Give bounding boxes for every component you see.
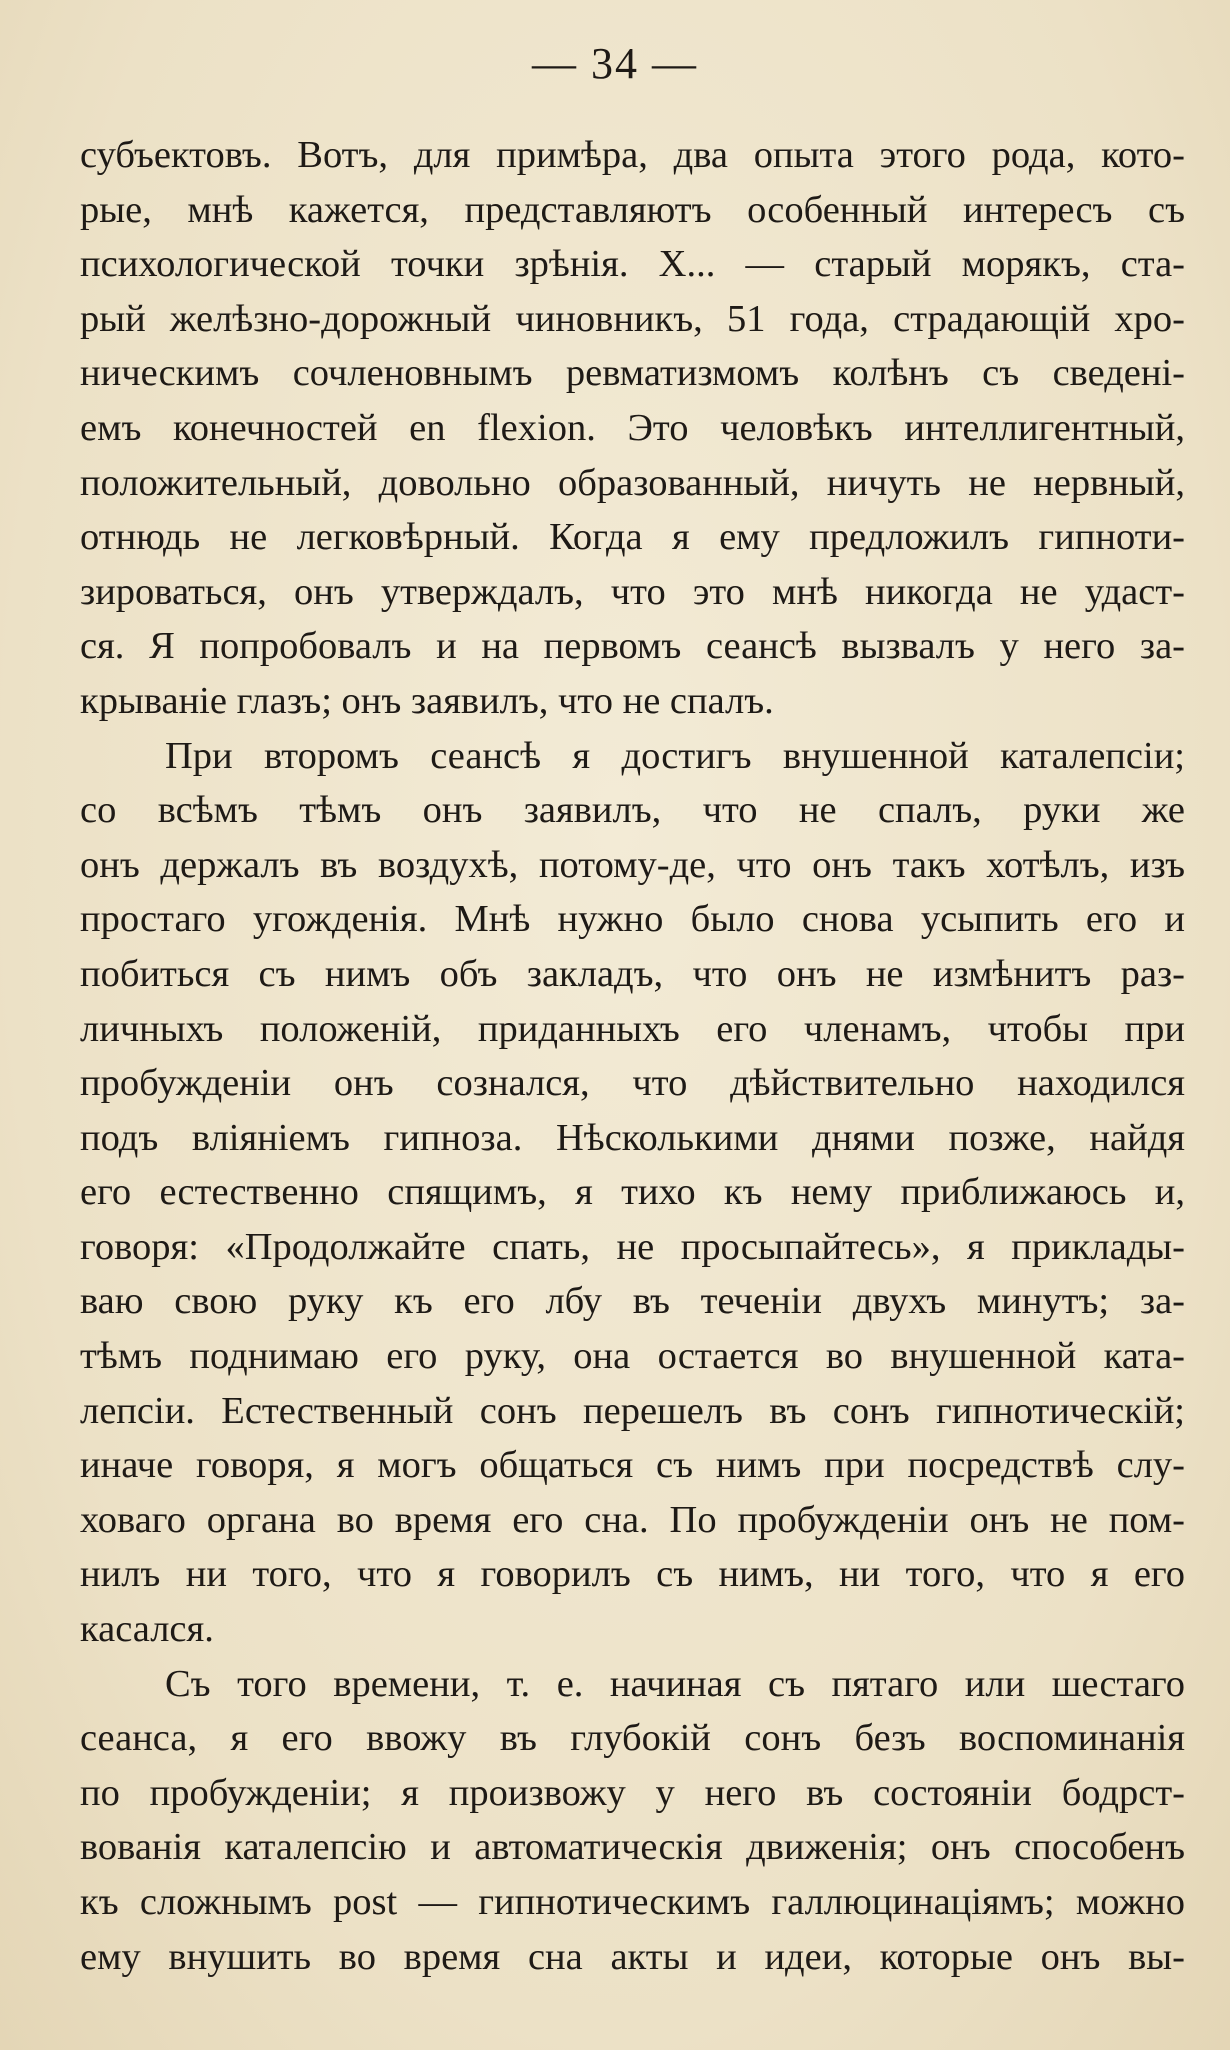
text-line: рый желѣзно-дорожный чиновникъ, 51 года, страдающій хро-	[80, 297, 1185, 340]
text-line: субъектовъ. Вотъ, для примѣра, два опыта этого рода, кото-	[80, 134, 1185, 176]
text-line: касался.	[80, 1608, 214, 1651]
text-line: лепсіи. Естественный сонъ перешелъ въ сонъ гипнотическій;	[80, 1389, 1185, 1432]
body-text	[80, 128, 1185, 1984]
text-line: При второмъ сеансѣ я достигъ внушенной каталепсіи;	[165, 734, 1185, 777]
text-line: къ сложнымъ post — гипнотическимъ галлюцинаціямъ; можно	[80, 1881, 1185, 1923]
text-line: отнюдь не легковѣрный. Когда я ему предложилъ гипноти-	[80, 516, 1185, 559]
text-line: емъ конечностей en flexion. Это человѣкъ интеллигентный,	[80, 406, 1185, 449]
text-line: ваю свою руку къ его лбу въ теченіи двухъ минутъ; за-	[80, 1280, 1185, 1323]
text-line: его естественно спящимъ, я тихо къ нему приближаюсь и,	[80, 1171, 1185, 1214]
text-line: подъ вліяніемъ гипноза. Нѣсколькими днями позже, найдя	[80, 1116, 1185, 1159]
text-line: положительный, довольно образованный, ничуть не нервный,	[80, 461, 1185, 504]
text-line: психологической точки зрѣнія. X... — старый морякъ, ста-	[80, 243, 1185, 286]
text-line: ему внушить во время сна акты и идеи, которые онъ вы-	[80, 1935, 1185, 1978]
text-line: ховаго органа во время его сна. По пробужденіи онъ не пом-	[80, 1498, 1185, 1541]
text-line: ся. Я попробовалъ и на первомъ сеансѣ вызвалъ у него за-	[80, 625, 1185, 668]
text-line: крываніе глазъ; онъ заявилъ, что не спалъ.	[80, 679, 774, 722]
text-line: Съ того времени, т. е. начиная съ пятаго или шестаго	[165, 1662, 1185, 1705]
text-line: пробужденіи онъ сознался, что дѣйствительно находился	[80, 1062, 1185, 1105]
text-line: сеанса, я его ввожу въ глубокій сонъ безъ воспоминанія	[80, 1717, 1185, 1760]
text-line: тѣмъ поднимаю его руку, она остается во внушенной ката-	[80, 1335, 1185, 1378]
text-line: побиться съ нимъ объ закладъ, что онъ не измѣнитъ раз-	[80, 952, 1185, 995]
text-line: иначе говоря, я могъ общаться съ нимъ при посредствѣ слу-	[80, 1444, 1185, 1487]
text-line: ническимъ сочленовнымъ ревматизмомъ колѣнъ съ сведені-	[80, 352, 1185, 395]
text-line: по пробужденіи; я произвожу у него въ состояніи бодрст-	[80, 1771, 1185, 1814]
text-line: онъ держалъ въ воздухѣ, потому-де, что онъ такъ хотѣлъ, изъ	[80, 843, 1185, 886]
text-line: говоря: «Продолжайте спать, не просыпайтесь», я приклады-	[80, 1225, 1185, 1268]
text-line: вованія каталепсію и автоматическія движенія; онъ способенъ	[80, 1826, 1185, 1869]
page-number: — 34 —	[532, 39, 698, 88]
text-line: рые, мнѣ кажется, представляютъ особенный интересъ съ	[80, 188, 1185, 231]
text-line: зироваться, онъ утверждалъ, что это мнѣ никогда не удаст-	[80, 570, 1185, 613]
text-line: личныхъ положеній, приданныхъ его членамъ, чтобы при	[80, 1007, 1185, 1050]
text-line: простаго угожденія. Мнѣ нужно было снова усыпить его и	[80, 898, 1185, 941]
text-line: со всѣмъ тѣмъ онъ заявилъ, что не спалъ, руки же	[80, 789, 1185, 832]
text-line: нилъ ни того, что я говорилъ съ нимъ, ни того, что я его	[80, 1553, 1185, 1596]
